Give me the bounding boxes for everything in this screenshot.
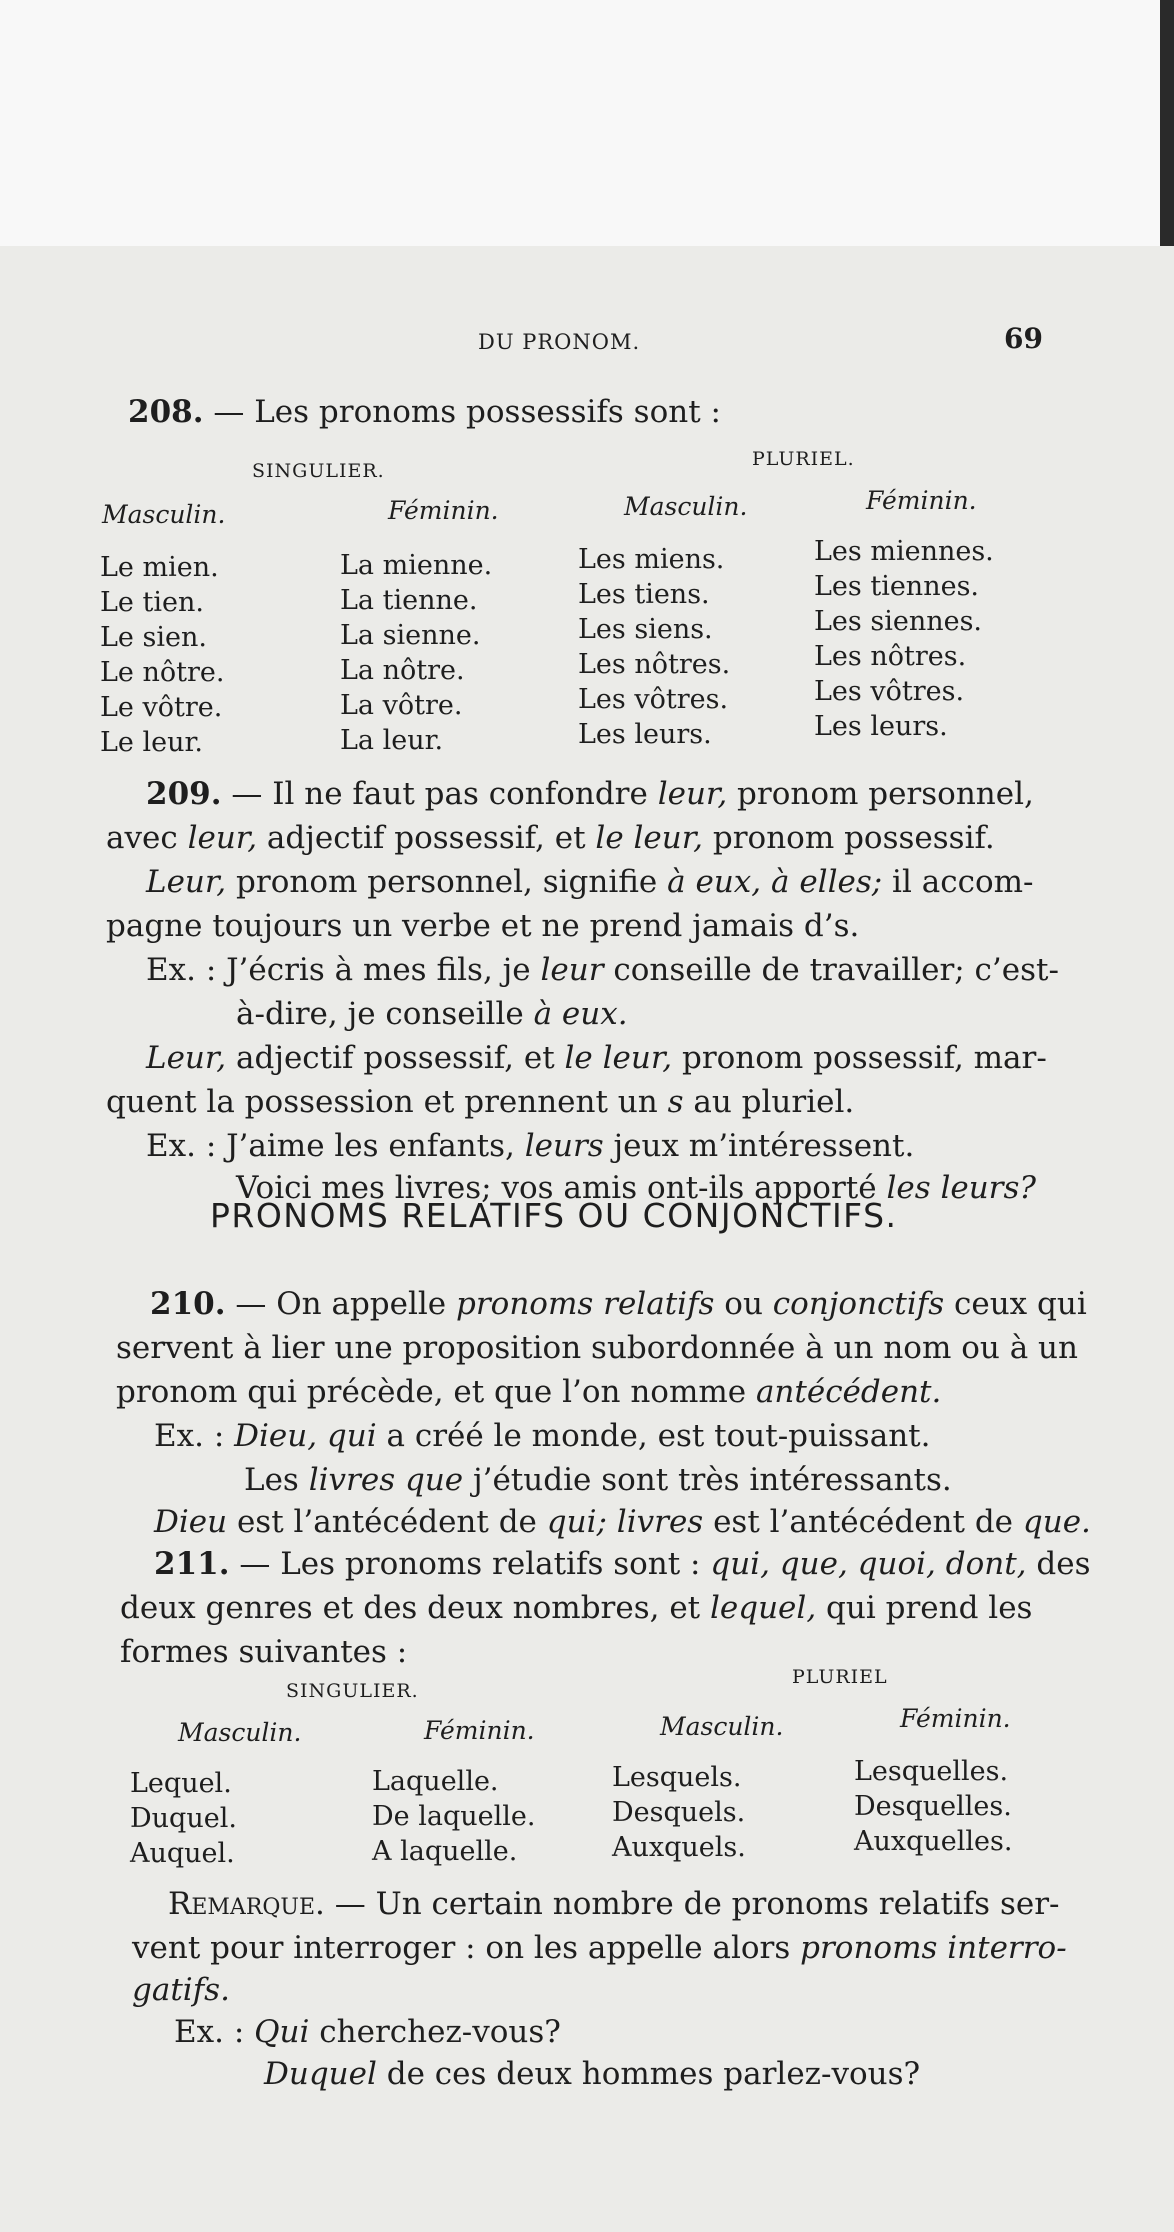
text: des — [1026, 1546, 1091, 1582]
emphasis: antécédent. — [755, 1374, 942, 1410]
table1-cell: Les tiennes. — [814, 571, 980, 602]
text: de ces deux hommes parlez-vous? — [376, 2056, 921, 2092]
text: au pluriel. — [683, 1084, 855, 1120]
emphasis: lequel, — [709, 1590, 817, 1626]
paragraph-number: 211. — [154, 1546, 230, 1582]
table2-cell: Lequel. — [130, 1768, 232, 1799]
table2-col-fem-plur: Féminin. — [900, 1704, 1011, 1733]
emphasis: leur, — [187, 820, 258, 856]
table1-cell: La sienne. — [340, 620, 481, 651]
emphasis: conjonctifs — [772, 1286, 945, 1322]
text: — Un certain nombre de pronoms relatifs ser- — [324, 1886, 1060, 1922]
emphasis: leur, — [657, 776, 728, 812]
text: j’étudie sont très intéressants. — [463, 1462, 952, 1498]
table1-cell: Les miens. — [578, 544, 725, 575]
emphasis: gatifs. — [132, 1972, 230, 2008]
text: Ex. : — [154, 1418, 235, 1454]
table2-cell: A laquelle. — [372, 1836, 518, 1867]
text: pronom personnel, signifie — [226, 864, 668, 900]
text: avec — [106, 820, 188, 856]
text: à-dire, je conseille — [236, 996, 534, 1032]
table2-cell: Lesquelles. — [854, 1756, 1009, 1787]
emphasis: qui, que, quoi, dont, — [710, 1546, 1027, 1582]
table2-cell: Auxquelles. — [854, 1826, 1013, 1857]
paragraph-number: 208. — [128, 394, 204, 430]
paragraph-number: 209. — [146, 776, 222, 812]
text: pronom personnel, — [727, 776, 1034, 812]
emphasis: Qui — [254, 2014, 310, 2050]
paragraph-209-line — [146, 860, 1033, 904]
table1-col-fem-plur: Féminin. — [866, 486, 977, 515]
text: est l’antécédent de — [227, 1504, 547, 1540]
text: Voici mes livres; vos amis ont-ils apporté — [236, 1170, 887, 1206]
paragraph-211-line — [154, 1542, 1091, 1586]
emphasis: s — [667, 1084, 684, 1120]
emphasis: livres — [616, 1504, 704, 1540]
remark-line — [168, 1882, 1060, 1926]
emphasis: livres que — [308, 1462, 464, 1498]
remark-line — [132, 1968, 230, 2012]
remark-label: Remarque. — [168, 1886, 325, 1922]
emphasis: leurs — [524, 1128, 604, 1164]
text: vent pour interroger : on les appelle alors — [132, 1930, 801, 1966]
table1-cell: Les leurs. — [578, 719, 712, 750]
paragraph-210-line — [116, 1370, 941, 1414]
paragraph-210-line — [150, 1282, 1087, 1326]
blank-margin-top — [0, 0, 1160, 246]
paragraph-209-line — [146, 1124, 914, 1168]
table2-singular-header: SINGULIER. — [286, 1680, 419, 1702]
table2-cell: Laquelle. — [372, 1766, 499, 1797]
remark-line — [174, 2010, 561, 2054]
table2-col-masc-sing: Masculin. — [178, 1718, 302, 1747]
table1-col-masc-sing: Masculin. — [102, 500, 226, 529]
table1-cell: Les siennes. — [814, 606, 983, 637]
emphasis: leur — [540, 952, 604, 988]
emphasis: Leur, — [146, 1040, 227, 1076]
text — [607, 1504, 617, 1540]
table1-cell: La mienne. — [340, 550, 493, 581]
emphasis: à eux. — [533, 996, 628, 1032]
table1-col-masc-plur: Masculin. — [624, 492, 748, 521]
remark-line — [264, 2052, 920, 2096]
paragraph-209-line — [146, 948, 1059, 992]
emphasis: Dieu, qui — [234, 1418, 377, 1454]
text: il accom- — [882, 864, 1034, 900]
emphasis: Duquel — [264, 2056, 377, 2092]
emphasis: que. — [1022, 1504, 1091, 1540]
text: ou — [714, 1286, 773, 1322]
emphasis: les leurs? — [886, 1170, 1037, 1206]
table2-col-masc-plur: Masculin. — [660, 1712, 784, 1741]
text: conseille de travailler; c’est- — [603, 952, 1059, 988]
emphasis: à eux, à elles; — [667, 864, 883, 900]
table2-col-fem-sing: Féminin. — [424, 1716, 535, 1745]
table1-cell: Le leur. — [100, 727, 204, 758]
text: — Il ne faut pas confondre — [221, 776, 658, 812]
table2-plural-header: PLURIEL — [792, 1666, 888, 1688]
text: ceux qui — [944, 1286, 1087, 1322]
table1-cell: La nôtre. — [340, 655, 465, 686]
text: a créé le monde, est tout-puissant. — [376, 1418, 931, 1454]
table2-cell: Auxquels. — [612, 1832, 746, 1863]
paragraph-209-line — [236, 992, 628, 1036]
table1-singular-header: SINGULIER. — [252, 460, 385, 482]
table2-cell: Desquels. — [612, 1797, 746, 1828]
text: Les — [244, 1462, 309, 1498]
text: Ex. : J’écris à mes fils, je — [146, 952, 541, 988]
text: deux genres et des deux nombres, et — [120, 1590, 710, 1626]
table1-cell: Le mien. — [100, 552, 219, 583]
paragraph-209-line — [106, 1080, 854, 1124]
page-number: 69 — [1004, 322, 1043, 355]
table1-col-fem-sing: Féminin. — [388, 496, 499, 525]
running-title: DU PRONOM. — [478, 330, 641, 354]
text: pronom possessif. — [703, 820, 995, 856]
table1-cell: Les nôtres. — [578, 649, 731, 680]
table1-cell: Les nôtres. — [814, 641, 967, 672]
table1-cell: Les vôtres. — [578, 684, 729, 715]
table1-cell: La vôtre. — [340, 690, 463, 721]
text: Ex. : — [174, 2014, 255, 2050]
emphasis: le leur, — [564, 1040, 673, 1076]
paragraph-210-line — [154, 1500, 1091, 1544]
paragraph-210-line — [244, 1458, 952, 1502]
text: pronom qui précède, et que l’on nomme — [116, 1374, 756, 1410]
text: pronom possessif, mar- — [672, 1040, 1047, 1076]
text: quent la possession et prennent un — [106, 1084, 668, 1120]
table1-cell: Le nôtre. — [100, 657, 225, 688]
scan-edge — [1160, 0, 1174, 246]
table2-cell: Lesquels. — [612, 1762, 742, 1793]
paragraph-210-line: servent à lier une proposition subordonnée à un nom ou à un — [116, 1330, 1078, 1366]
paragraph-209-line — [146, 1036, 1047, 1080]
text: jeux m’intéressent. — [603, 1128, 915, 1164]
text: — Les pronoms possessifs sont : — [203, 394, 721, 430]
emphasis: Leur, — [146, 864, 227, 900]
text: adjectif possessif, et — [226, 1040, 565, 1076]
table2-cell: De laquelle. — [372, 1801, 536, 1832]
text: cherchez-vous? — [309, 2014, 561, 2050]
table2-cell: Duquel. — [130, 1803, 237, 1834]
text: qui prend les — [816, 1590, 1033, 1626]
paragraph-208 — [128, 390, 721, 434]
table1-cell: La leur. — [340, 725, 444, 756]
paragraph-209-line: pagne toujours un verbe et ne prend jamais d’s. — [106, 908, 860, 944]
table1-cell: Le tien. — [100, 587, 204, 618]
paragraph-209-line — [106, 816, 995, 860]
remark-line — [132, 1926, 1067, 1970]
paragraph-210-line — [154, 1414, 930, 1458]
paragraph-211-line — [120, 1586, 1032, 1630]
text: — On appelle — [225, 1286, 457, 1322]
table1-plural-header: PLURIEL. — [752, 448, 855, 470]
emphasis: Dieu — [154, 1504, 228, 1540]
table1-cell: Les vôtres. — [814, 676, 965, 707]
table1-cell: Les miennes. — [814, 536, 994, 567]
text: Ex. : J’aime les enfants, — [146, 1128, 525, 1164]
table2-cell: Desquelles. — [854, 1791, 1012, 1822]
paragraph-211-line: formes suivantes : — [120, 1634, 408, 1670]
text: est l’antécédent de — [703, 1504, 1023, 1540]
table1-cell: La tienne. — [340, 585, 478, 616]
table1-cell: Le vôtre. — [100, 692, 223, 723]
emphasis: qui; — [546, 1504, 607, 1540]
emphasis: le leur, — [595, 820, 704, 856]
table1-cell: Les tiens. — [578, 579, 710, 610]
table1-cell: Le sien. — [100, 622, 207, 653]
emphasis: pronoms relatifs — [456, 1286, 715, 1322]
section-title: PRONOMS RELATIFS OU CONJONCTIFS. — [210, 1196, 898, 1235]
paragraph-209-line — [146, 772, 1034, 816]
table1-cell: Les leurs. — [814, 711, 948, 742]
table1-cell: Les siens. — [578, 614, 713, 645]
emphasis: pronoms interro- — [800, 1930, 1067, 1966]
paragraph-number: 210. — [150, 1286, 226, 1322]
table2-cell: Auquel. — [130, 1838, 235, 1869]
text: — Les pronoms relatifs sont : — [229, 1546, 711, 1582]
text: adjectif possessif, et — [257, 820, 596, 856]
